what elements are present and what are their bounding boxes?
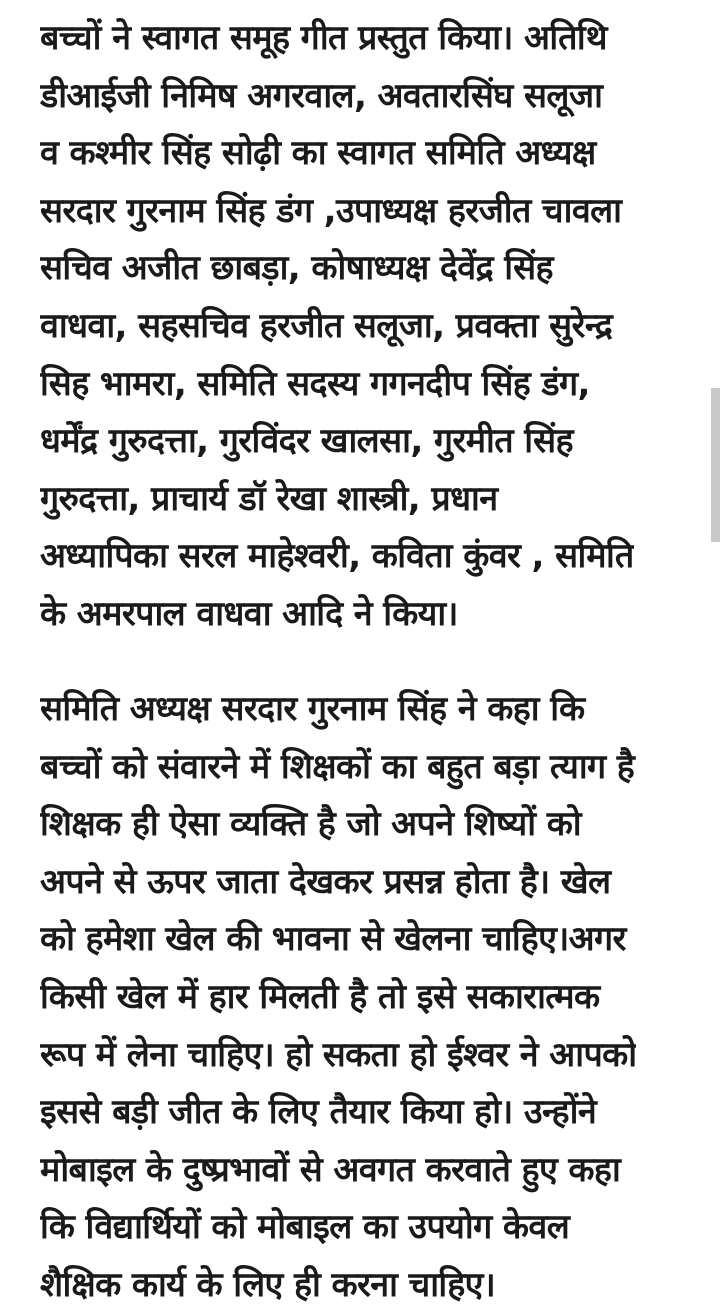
text-line: कि विद्यार्थियों को मोबाइल का उपयोग केवल xyxy=(40,1207,570,1248)
text-line: गुरुदत्ता, प्राचार्य डॉ रेखा शास्त्री, प्रधान xyxy=(40,478,498,519)
text-line: शैक्षिक कार्य के लिए ही करना चाहिए। xyxy=(40,1264,496,1305)
text-line: किसी खेल में हार मिलती है तो इसे सकारात्मक xyxy=(40,976,600,1017)
text-line: अपने से ऊपर जाता देखकर प्रसन्न होता है। खेल xyxy=(40,861,611,902)
text-line: सिह भामरा, समिति सदस्य गगनदीप सिंह डंग, xyxy=(40,363,590,404)
text-line: धर्मेंद्र गुरुदत्ता, गुरविंदर खालसा, गुरमीत सिंह xyxy=(40,421,573,462)
paragraph-2 xyxy=(40,681,636,1308)
text-line: सचिव अजीत छाबड़ा, कोषाध्यक्ष देवेंद्र सिंह xyxy=(40,248,553,289)
text-line: इससे बड़ी जीत के लिए तैयार किया हो। उन्होंने xyxy=(40,1092,597,1133)
text-line: बच्चों ने स्वागत समूह गीत प्रस्तुत किया। अतिथि xyxy=(40,18,607,58)
text-line: रूप में लेना चाहिए। हो सकता हो ईश्वर ने आपको xyxy=(40,1034,637,1075)
scrollbar-thumb[interactable] xyxy=(711,388,720,542)
text-line: समिति अध्यक्ष सरदार गुरनाम सिंह ने कहा कि xyxy=(40,689,585,729)
text-line: बच्चों को संवारने में शिक्षकों का बहुत बड़ा त्याग है xyxy=(40,746,635,787)
text-line: शिक्षक ही ऐसा व्यक्ति है जो अपने शिष्यों को xyxy=(40,804,582,845)
text-line: डीआईजी निमिष अगरवाल, अवतारसिंघ सलूजा xyxy=(40,75,603,116)
text-line: व कश्मीर सिंह सोढ़ी का स्वागत समिति अध्यक्ष xyxy=(40,133,596,174)
text-line: के अमरपाल वाधवा आदि ने किया। xyxy=(40,593,458,634)
text-line: मोबाइल के दुष्प्रभावों से अवगत करवाते हुए कहा xyxy=(40,1149,621,1190)
text-line: को हमेशा खेल की भावना से खेलना चाहिए।अगर xyxy=(40,919,626,960)
text-line: सरदार गुरनाम सिंह डंग ,उपाध्यक्ष हरजीत चावला xyxy=(40,190,622,231)
text-line: वाधवा, सहसचिव हरजीत सलूजा, प्रवक्ता सुरेन्द्र xyxy=(40,305,613,346)
paragraph-1 xyxy=(40,10,634,644)
text-line: अध्यापिका सरल माहेश्वरी, कविता कुंवर , समिति xyxy=(40,536,634,577)
